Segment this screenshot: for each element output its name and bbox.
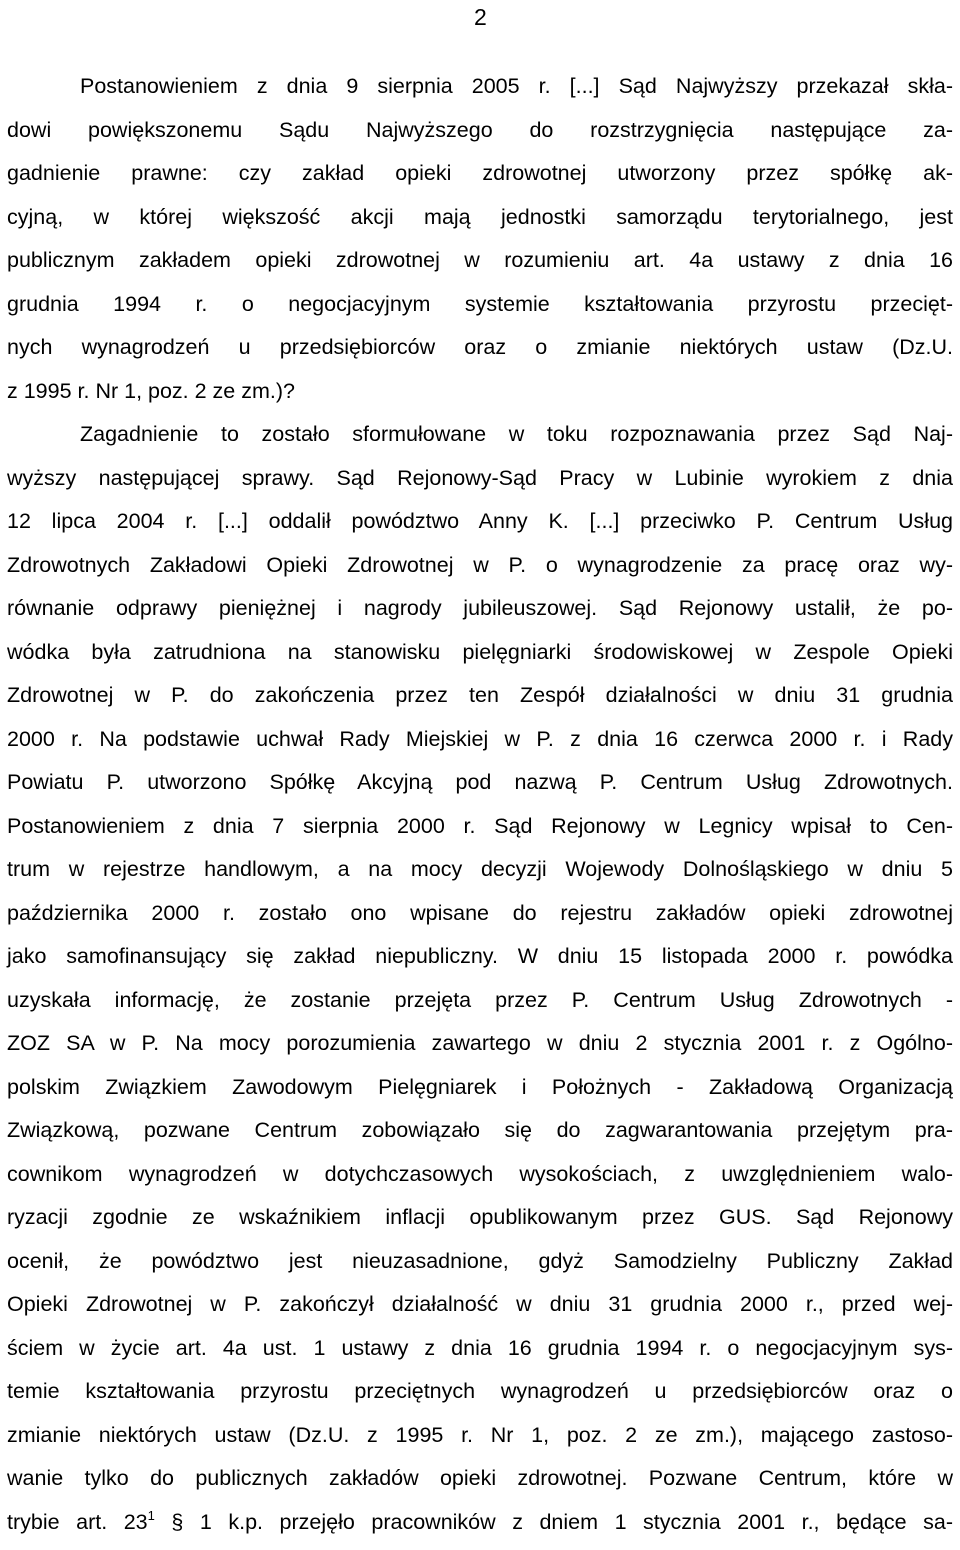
text-line: gadnienie prawne: czy zakład opieki zdrowotnej utworzony przez spółkę ak-: [7, 161, 953, 185]
text-line: z 1995 r. Nr 1, poz. 2 ze zm.)?: [7, 379, 295, 403]
text-line: 12 lipca 2004 r. [...] oddalił powództwo Anny K. [...] przeciwko P. Centrum Usług: [7, 509, 953, 533]
text-line: dowi powiększonemu Sądu Najwyższego do rozstrzygnięcia następujące za-: [7, 118, 953, 142]
text-line: zmianie niektórych ustaw (Dz.U. z 1995 r. Nr 1, poz. 2 ze zm.), mającego zastoso-: [7, 1423, 953, 1447]
text-line: wódka była zatrudniona na stanowisku pielęgniarki środowiskowej w Zespole Opieki: [7, 640, 953, 664]
text-line: równanie odprawy pieniężnej i nagrody jubileuszowej. Sąd Rejonowy ustalił, że po-: [7, 596, 953, 620]
text-line: Opieki Zdrowotnej w P. zakończył działalność w dniu 31 grudnia 2000 r., przed wej-: [7, 1292, 953, 1316]
text-line: października 2000 r. zostało ono wpisane do rejestru zakładów opieki zdrowotnej: [7, 901, 953, 925]
text-line: ocenił, że powództwo jest nieuzasadnione, gdyż Samodzielny Publiczny Zakład: [7, 1249, 953, 1273]
text-line: publicznym zakładem opieki zdrowotnej w rozumieniu art. 4a ustawy z dnia 16: [7, 248, 953, 272]
text-line: 2000 r. Na podstawie uchwał Rady Miejskiej w P. z dnia 16 czerwca 2000 r. i Rady: [7, 727, 953, 751]
text-line: Zdrowotnych Zakładowi Opieki Zdrowotnej w P. o wynagrodzenie za pracę oraz wy-: [7, 553, 953, 577]
text-line: ZOZ SA w P. Na mocy porozumienia zawartego w dniu 2 stycznia 2001 r. z Ogólno-: [7, 1031, 953, 1055]
text-line: temie kształtowania przyrostu przeciętnych wynagrodzeń u przedsiębiorców oraz o: [7, 1379, 953, 1403]
text-line: cownikom wynagrodzeń w dotychczasowych wysokościach, z uwzględnieniem walo-: [7, 1162, 953, 1186]
text-line-last: [7, 1509, 953, 1535]
text-line: ściem w życie art. 4a ust. 1 ustawy z dnia 16 grudnia 1994 r. o negocjacyjnym sys-: [7, 1336, 953, 1360]
text-line: Zagadnienie to zostało sformułowane w toku rozpoznawania przez Sąd Naj-: [80, 422, 953, 446]
text-line: uzyskała informację, że zostanie przejęta przez P. Centrum Usług Zdrowotnych -: [7, 988, 953, 1012]
text-line: Powiatu P. utworzono Spółkę Akcyjną pod nazwą P. Centrum Usług Zdrowotnych.: [7, 770, 953, 794]
text-line: Zdrowotnej w P. do zakończenia przez ten Zespół działalności w dniu 31 grudnia: [7, 683, 953, 707]
text-line: wanie tylko do publicznych zakładów opieki zdrowotnej. Pozwane Centrum, które w: [7, 1466, 953, 1490]
text-line: Związkową, pozwane Centrum zobowiązało się do zagwarantowania przejętym pra-: [7, 1118, 953, 1142]
page-number: 2: [474, 4, 487, 30]
text-line: wyższy następującej sprawy. Sąd Rejonowy-Sąd Pracy w Lubinie wyrokiem z dnia: [7, 466, 953, 490]
text-fragment: trybie art. 23: [7, 1510, 148, 1534]
text-line: Postanowieniem z dnia 9 sierpnia 2005 r. [...] Sąd Najwyższy przekazał skła-: [80, 74, 953, 98]
text-line: nych wynagrodzeń u przedsiębiorców oraz o zmianie niektórych ustaw (Dz.U.: [7, 335, 953, 359]
text-line: polskim Związkiem Zawodowym Pielęgniarek i Położnych - Zakładową Organizacją: [7, 1075, 953, 1099]
text-line: cyjną, w której większość akcji mają jednostki samorządu terytorialnego, jest: [7, 205, 953, 229]
text-line: trum w rejestrze handlowym, a na mocy decyzji Wojewody Dolnośląskiego w dniu 5: [7, 857, 953, 881]
superscript: 1: [147, 1508, 155, 1523]
text-line: grudnia 1994 r. o negocjacyjnym systemie kształtowania przyrostu przecięt-: [7, 292, 953, 316]
text-line: ryzacji zgodnie ze wskaźnikiem inflacji opublikowanym przez GUS. Sąd Rejonowy: [7, 1205, 953, 1229]
text-line: Postanowieniem z dnia 7 sierpnia 2000 r. Sąd Rejonowy w Legnicy wpisał to Cen-: [7, 814, 953, 838]
text-line: jako samofinansujący się zakład niepubliczny. W dniu 15 listopada 2000 r. powódka: [7, 944, 953, 968]
text-fragment: § 1 k.p. przejęło pracowników z dniem 1 stycznia 2001 r., będące sa-: [154, 1510, 954, 1534]
